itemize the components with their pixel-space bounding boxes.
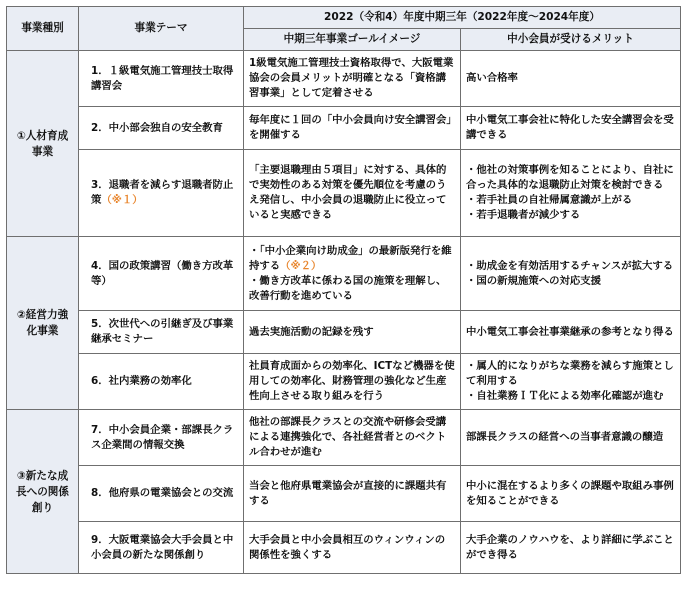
table-row	[7, 522, 681, 574]
goal-cell: 1級電気施工管理技士資格取得で、大阪電業協会の会員メリットが明確となる「資格講習事業」として定着させる	[244, 51, 461, 107]
goal-cell: 大手会員と中小会員相互のウィンウィンの関係性を強くする	[244, 522, 461, 574]
merit-cell	[461, 522, 681, 574]
header-theme: 事業テーマ	[79, 7, 244, 51]
table-row	[7, 410, 681, 466]
header-goal: 中期三年事業ゴールイメージ	[244, 29, 461, 51]
theme-cell: 4．国の政策講習（働き方改革等）	[79, 237, 244, 311]
theme-cell: 7．中小会員企業・部課長クラス企業間の情報交換	[79, 410, 244, 466]
merit-cell	[461, 311, 681, 354]
goal-cell: 他社の部課長クラスとの交流や研修会受講による連携強化で、各社経営者とのベクトル合わせが進む	[244, 410, 461, 466]
merit-line: 中小電気工事会社事業継承の参考となり得る	[466, 325, 674, 338]
merit-line: ・若手退職者が減少する	[466, 209, 581, 221]
merit-line: ・属人的になりがちな業務を減らす施策として利用する	[466, 360, 674, 387]
category-growth: ③新たな成長への関係創り	[7, 410, 79, 574]
category-hr: ①人材育成事業	[7, 51, 79, 237]
goal-cell: 過去実施活動の記録を残す	[244, 311, 461, 354]
table-row	[7, 51, 681, 107]
merit-cell	[461, 237, 681, 311]
merit-line: 大手企業のノウハウを、より詳細に学ぶことができ得る	[466, 533, 674, 561]
theme-cell: 5．次世代への引継ぎ及び事業継承セミナー	[79, 311, 244, 354]
plan-table-container	[6, 6, 680, 574]
table-row	[7, 107, 681, 150]
merit-line: 中小に混在するより多くの課題や取組み事例を知ることができる	[466, 479, 674, 507]
merit-line: ・国の新規施策への対応支援	[466, 274, 602, 287]
goal-text: ・「中小企業向け助成金」の最新版発行を維持する	[249, 244, 452, 272]
goal-line: ・働き方改革に係わる国の施策を理解し、改善行動を進めている	[249, 274, 447, 302]
merit-cell	[461, 51, 681, 107]
merit-cell	[461, 107, 681, 150]
merit-line: 中小電気工事会社に特化した安全講習会を受講できる	[466, 114, 674, 141]
table-row	[7, 311, 681, 354]
theme-text: 3．退職者を減らす退職者防止策	[91, 179, 234, 206]
goal-cell: 「主要退職理由５項目」に対する、具体的で実効性のある対策を優先順位を考慮のうえ発信し、中小会員の退職防止に役立っていると実感できる	[244, 150, 461, 237]
theme-cell: 6．社内業務の効率化	[79, 354, 244, 410]
goal-note: （※２）	[280, 259, 322, 272]
table-row	[7, 150, 681, 237]
goal-cell: 当会と他府県電業協会が直接的に課題共有する	[244, 466, 461, 522]
merit-line: 部課長クラスの経営への当事者意識の醸造	[466, 431, 664, 443]
merit-cell	[461, 410, 681, 466]
theme-cell: 1．１級電気施工管理技士取得講習会	[79, 51, 244, 107]
goal-cell: 社員育成面からの効率化、ICTなど機器を使用しての効率化、財務管理の強化など生産性向上させる取り組みを行う	[244, 354, 461, 410]
header-row-1	[7, 7, 681, 29]
theme-cell: 8．他府県の電業協会との交流	[79, 466, 244, 522]
category-management: ②経営力強化事業	[7, 237, 79, 410]
header-merit: 中小会員が受けるメリット	[461, 29, 681, 51]
theme-cell: 9．大阪電業協会大手会員と中小会員の新たな関係創り	[79, 522, 244, 574]
goal-cell	[244, 237, 461, 311]
table-row	[7, 466, 681, 522]
table-row	[7, 237, 681, 311]
merit-line: ・他社の対策事例を知ることにより、自社に合った具体的な退職防止対策を検討できる	[466, 164, 674, 191]
merit-cell	[461, 466, 681, 522]
merit-cell	[461, 354, 681, 410]
theme-cell	[79, 150, 244, 237]
merit-cell	[461, 150, 681, 237]
goal-cell: 毎年度に１回の「中小会員向け安全講習会」を開催する	[244, 107, 461, 150]
goal-line	[249, 244, 455, 274]
header-category: 事業種別	[7, 7, 79, 51]
table-row	[7, 354, 681, 410]
merit-line: ・助成金を有効活用するチャンスが拡大する	[466, 259, 674, 272]
merit-line: 高い合格率	[466, 72, 518, 84]
theme-note: （※１）	[101, 194, 143, 206]
merit-line: ・若手社員の自社帰属意識が上がる	[466, 194, 633, 206]
mid-term-plan-table	[6, 6, 681, 574]
theme-cell: 2．中小部会独自の安全教育	[79, 107, 244, 150]
merit-line: ・自社業務ＩＴ化による効率化確認が進む	[466, 390, 664, 402]
header-period: 2022（令和4）年度中期三年（2022年度～2024年度）	[244, 7, 681, 29]
